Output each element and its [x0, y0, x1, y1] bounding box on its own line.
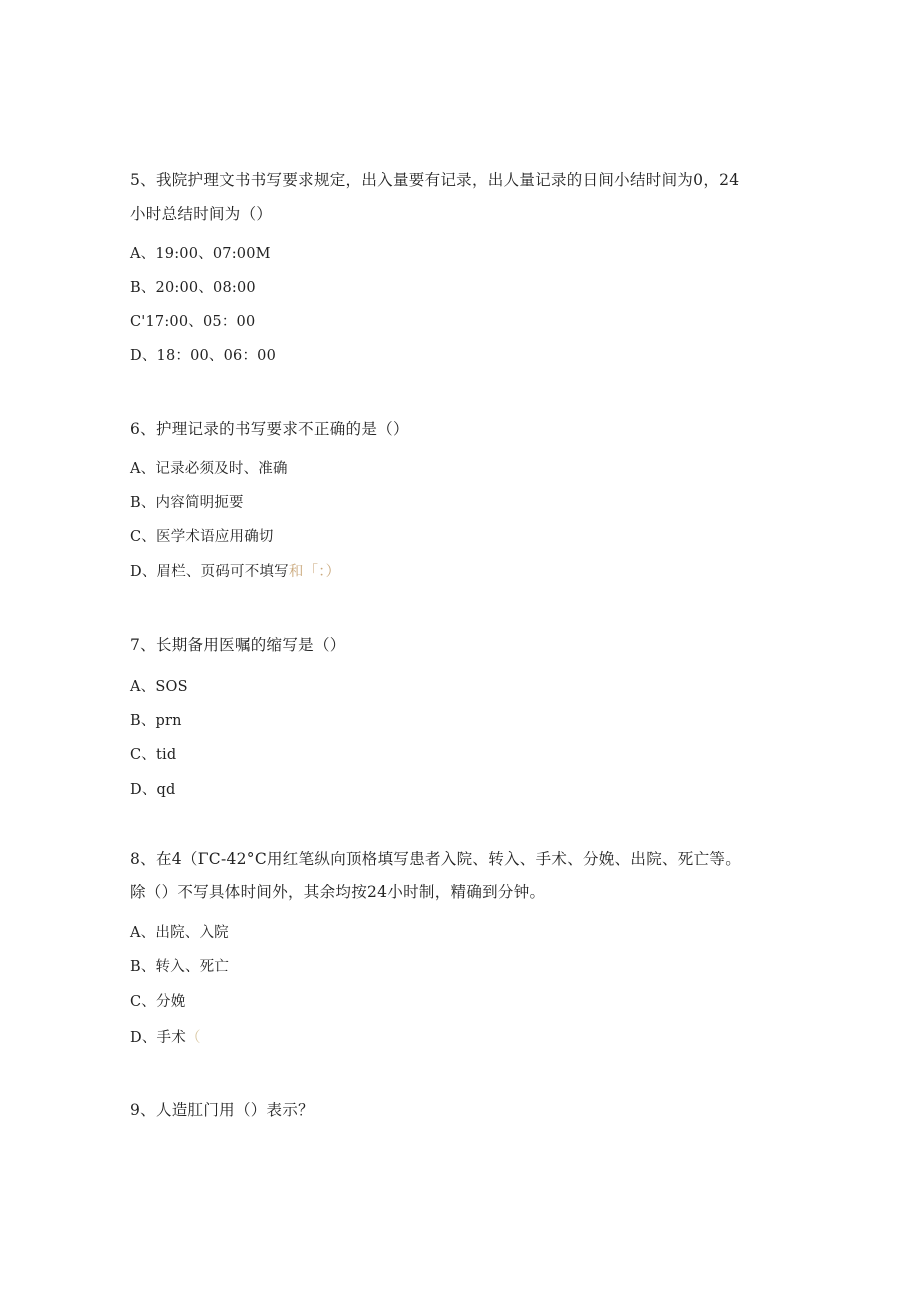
- question-5-option-d: D、18：00、06：00: [130, 348, 277, 364]
- question-8-option-b: B、转入、死亡: [130, 959, 230, 975]
- question-8-option-d-faint-tail: （: [185, 1030, 201, 1046]
- question-9-stem: 9、人造肛门用（）表示？: [130, 1101, 314, 1119]
- question-6-option-b: B、内容简明扼要: [130, 495, 244, 511]
- question-7-stem: 7、长期备用医嘱的缩写是（）: [130, 636, 346, 654]
- question-6-stem: 6、护理记录的书写要求不正确的是（）: [130, 420, 409, 438]
- question-8-option-c: C、分娩: [130, 994, 186, 1010]
- question-8-option-d-text: D、手术: [130, 1030, 186, 1046]
- question-5-option-c: C'17:00、05：00: [130, 314, 256, 330]
- question-6-option-d: [130, 562, 340, 582]
- question-8-option-a: A、出院、入院: [130, 925, 229, 941]
- question-6-option-c: C、医学术语应用确切: [130, 529, 274, 545]
- question-8-stem-line-2: 除（）不写具体时间外，其余均按24小时制，精确到分钟。: [130, 883, 546, 901]
- question-7-option-c: C、tid: [130, 747, 177, 763]
- question-7-option-a: A、SOS: [130, 679, 188, 695]
- question-6-option-d-text: D、眉栏、页码可不填写: [130, 564, 289, 580]
- question-5-option-a: A、19:00、07:00M: [130, 246, 271, 262]
- question-6-option-a: A、记录必须及时、准确: [130, 461, 288, 477]
- question-8-stem-line-1: 8、在4（ΓC-42°C用红笔纵向顶格填写患者入院、转入、手术、分娩、出院、死亡等。: [130, 850, 742, 868]
- question-8-option-d: [130, 1028, 201, 1048]
- question-5-stem-line-2: 小时总结时间为（）: [130, 205, 273, 223]
- question-7-option-d: D、qd: [130, 782, 176, 798]
- question-7-option-b: B、prn: [130, 713, 182, 729]
- question-5-stem-line-1: 5、我院护理文书书写要求规定，出入量要有记录，出人量记录的日间小结时间为0，24: [130, 171, 740, 189]
- question-5-option-b: B、20:00、08:00: [130, 280, 256, 296]
- question-6-option-d-faint-tail: 和「：）: [288, 564, 341, 580]
